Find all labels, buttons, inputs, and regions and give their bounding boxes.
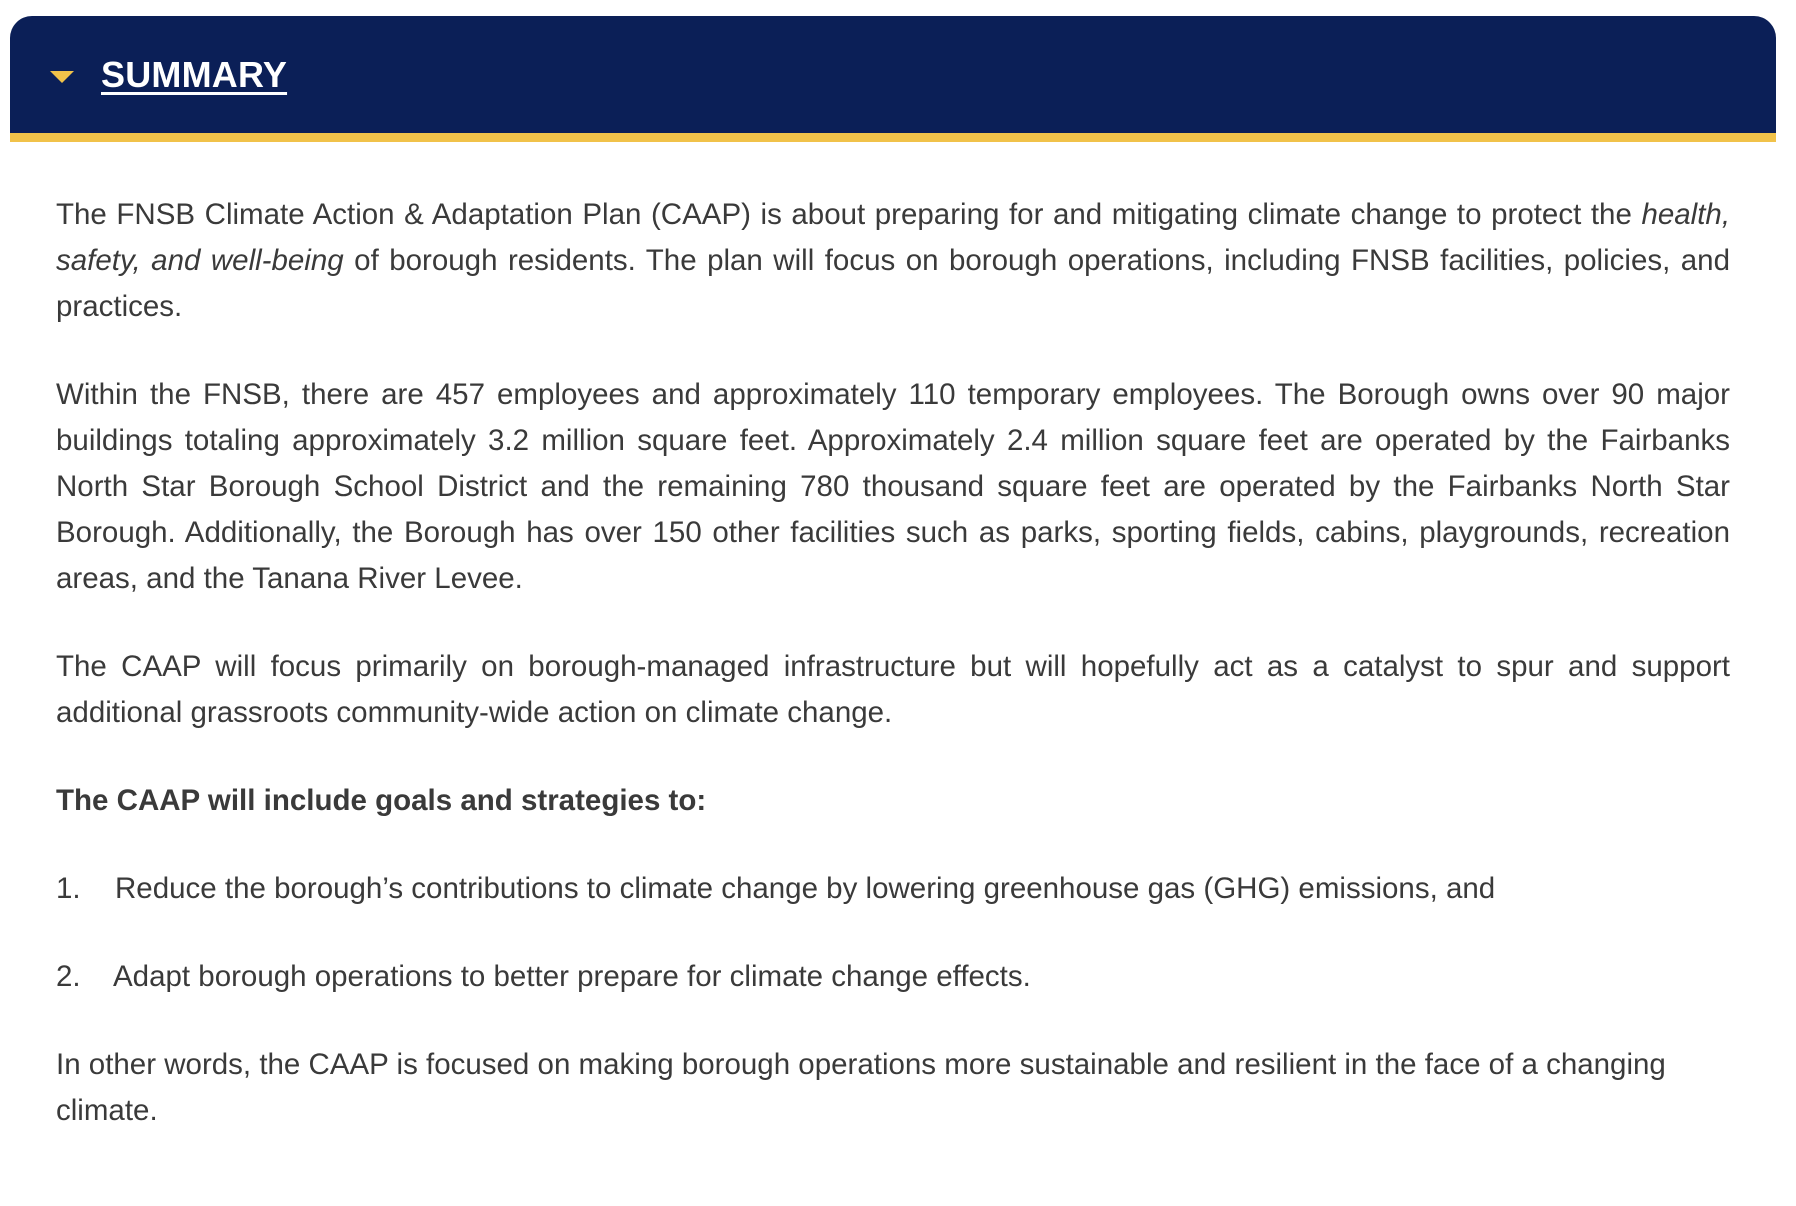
goal-number: 2. (56, 960, 81, 993)
goal-number: 1. (56, 872, 81, 905)
facilities-paragraph: Within the FNSB, there are 457 employees and approximately 110 temporary employees. The Borough owns over 90 major buildings totaling approximately 3.2 million square feet. Approximately 2.4 million square feet are operated by the Fairbanks North Star Borough School District and the remaining 780 thousand square feet are operated by the Fairbanks North Star Borough. Additionally, the Borough has over 150 other facilities such as parks, sporting fields, cabins, playgrounds, recreation areas, and the Tanana River Levee. (56, 378, 1730, 595)
caret-down-icon (50, 71, 74, 83)
goal-text: Reduce the borough’s contributions to climate change by lowering greenhouse gas (GHG) emissions, and (115, 872, 1496, 905)
intro-paragraph (56, 192, 1730, 330)
intro-tail: of borough residents. The plan will focus on borough operations, including FNSB facilities, policies, and practices. (56, 244, 1730, 323)
summary-accordion-toggle[interactable] (10, 16, 1776, 142)
intro-lead: The FNSB Climate Action & Adaptation Plan (CAAP) is about preparing for and mitigating climate change to protect the (56, 198, 1632, 231)
goal-text: Adapt borough operations to better prepare for climate change effects. (113, 960, 1031, 993)
closing-paragraph: In other words, the CAAP is focused on making borough operations more sustainable and resilient in the face of a changing climate. (56, 1048, 1666, 1127)
intro-emphasis: health, safety, and well-being (56, 198, 1731, 277)
goal-item (56, 954, 1730, 1000)
focus-paragraph: The CAAP will focus primarily on borough-managed infrastructure but will hopefully act as a catalyst to spur and support additional grassroots community-wide action on climate change. (56, 650, 1730, 729)
goals-heading: The CAAP will include goals and strategies to: (56, 784, 707, 817)
goal-item (56, 866, 1730, 912)
summary-accordion (10, 16, 1776, 1176)
summary-content (10, 142, 1776, 1134)
summary-title: SUMMARY (101, 53, 288, 95)
